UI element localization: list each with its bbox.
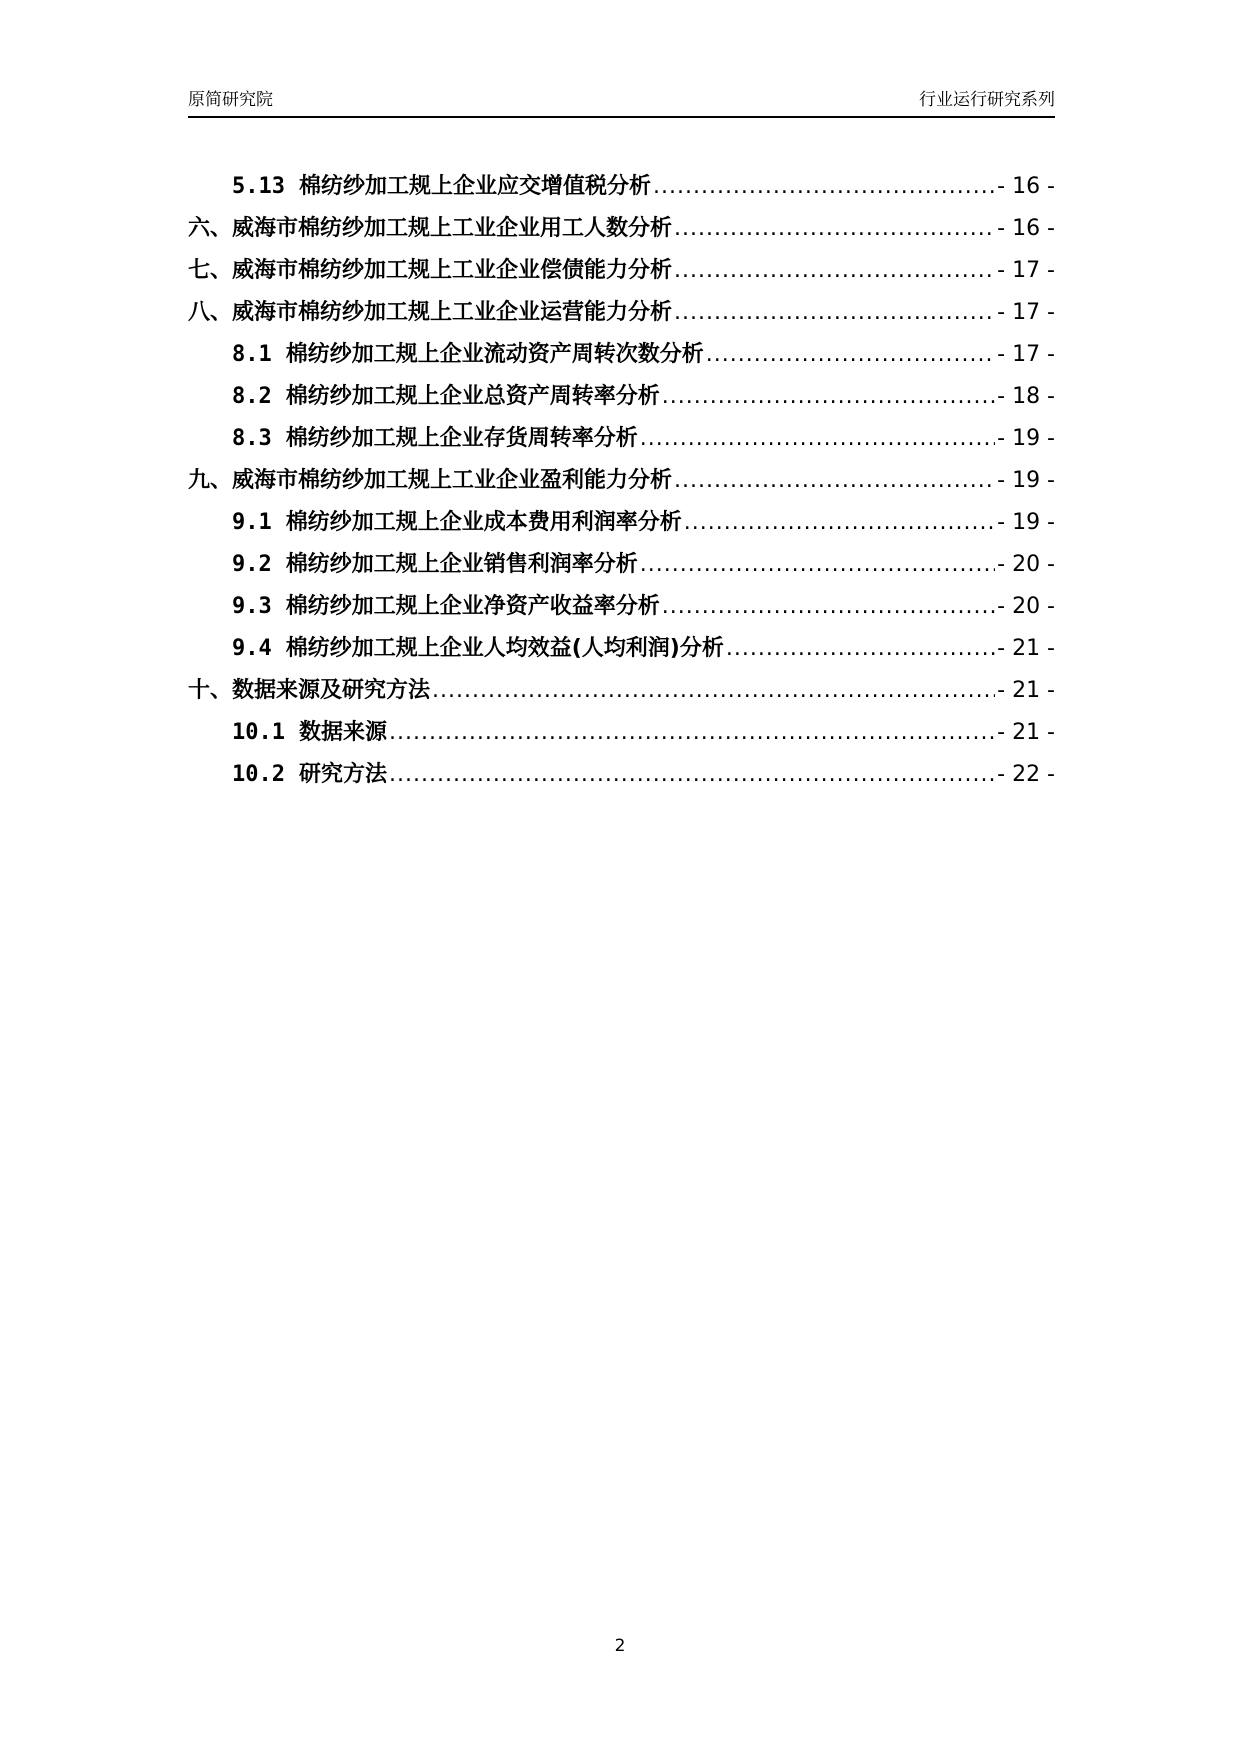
toc-entry-number: 10.2 <box>232 762 285 787</box>
toc-dot-leader <box>640 544 995 586</box>
toc-entry-number: 9.4 <box>232 636 272 661</box>
toc-entry-title: 棉纺纱加工规上企业流动资产周转次数分析 <box>285 342 704 367</box>
toc-entry-page: - 18 - <box>997 384 1055 409</box>
toc-dot-leader <box>684 502 995 544</box>
toc-entry-page: - 17 - <box>997 300 1055 325</box>
toc-entry[interactable] <box>188 334 1055 376</box>
toc-dot-leader <box>674 460 995 502</box>
toc-entry-title: 研究方法 <box>298 762 387 787</box>
toc-entry[interactable] <box>188 754 1055 796</box>
toc-entry-title: 棉纺纱加工规上企业成本费用利润率分析 <box>285 510 682 535</box>
toc-entry-title: 棉纺纱加工规上企业净资产收益率分析 <box>285 594 660 619</box>
toc-entry-number: 九、 <box>188 468 233 493</box>
toc-entry-title: 威海市棉纺纱加工规上工业企业运营能力分析 <box>232 300 673 325</box>
page-header <box>188 86 1055 118</box>
toc-entry-page: - 16 - <box>997 174 1055 199</box>
toc-entry-number: 六、 <box>188 216 233 241</box>
toc-entry-page: - 20 - <box>997 594 1055 619</box>
toc-dot-leader <box>640 418 995 460</box>
page-number: 2 <box>614 1636 626 1656</box>
toc-entry-title: 棉纺纱加工规上企业存货周转率分析 <box>285 426 638 451</box>
toc-entry-number: 9.1 <box>232 510 272 535</box>
toc-dot-leader <box>432 670 995 712</box>
toc-dot-leader <box>674 250 995 292</box>
toc-entry-number: 9.3 <box>232 594 272 619</box>
toc-entry[interactable] <box>188 670 1055 712</box>
header-org-name: 原简研究院 <box>188 90 273 110</box>
toc-entry-number: 8.1 <box>232 342 272 367</box>
toc-entry-title: 威海市棉纺纱加工规上工业企业盈利能力分析 <box>232 468 673 493</box>
toc-entry-page: - 19 - <box>997 510 1055 535</box>
toc-dot-leader <box>653 166 995 208</box>
header-series-name: 行业运行研究系列 <box>919 90 1055 110</box>
toc-dot-leader <box>674 292 995 334</box>
toc-entry-number: 八、 <box>188 300 233 325</box>
toc-entry-number: 5.13 <box>232 174 285 199</box>
toc-entry-page: - 17 - <box>997 342 1055 367</box>
toc-entry[interactable] <box>188 586 1055 628</box>
toc-entry[interactable] <box>188 502 1055 544</box>
toc-entry-page: - 21 - <box>997 720 1055 745</box>
toc-entry[interactable] <box>188 376 1055 418</box>
toc-entry-title: 棉纺纱加工规上企业销售利润率分析 <box>285 552 638 577</box>
toc-entry-title: 棉纺纱加工规上企业应交增值税分析 <box>298 174 651 199</box>
toc-dot-leader <box>389 754 995 796</box>
toc-entry[interactable] <box>188 544 1055 586</box>
toc-entry-title: 威海市棉纺纱加工规上工业企业用工人数分析 <box>232 216 673 241</box>
toc-entry[interactable] <box>188 418 1055 460</box>
toc-dot-leader <box>389 712 995 754</box>
toc-entry-page: - 19 - <box>997 426 1055 451</box>
toc-entry-number: 8.3 <box>232 426 272 451</box>
toc-dot-leader <box>674 208 995 250</box>
toc-dot-leader <box>726 628 995 670</box>
toc-entry[interactable] <box>188 292 1055 334</box>
table-of-contents <box>188 166 1055 796</box>
toc-entry[interactable] <box>188 628 1055 670</box>
toc-dot-leader <box>706 334 995 376</box>
toc-entry[interactable] <box>188 208 1055 250</box>
toc-entry-page: - 21 - <box>997 678 1055 703</box>
toc-entry[interactable] <box>188 250 1055 292</box>
toc-entry-page: - 19 - <box>997 468 1055 493</box>
toc-dot-leader <box>662 586 995 628</box>
toc-entry-page: - 20 - <box>997 552 1055 577</box>
toc-entry-title: 数据来源 <box>298 720 387 745</box>
toc-entry-number: 9.2 <box>232 552 272 577</box>
toc-entry-number: 十、 <box>188 678 233 703</box>
toc-entry-page: - 21 - <box>997 636 1055 661</box>
toc-entry[interactable] <box>188 712 1055 754</box>
toc-dot-leader <box>662 376 995 418</box>
toc-entry-number: 8.2 <box>232 384 272 409</box>
toc-entry-number: 七、 <box>188 258 233 283</box>
toc-entry-page: - 16 - <box>997 216 1055 241</box>
toc-entry-page: - 22 - <box>997 762 1055 787</box>
toc-entry-number: 10.1 <box>232 720 285 745</box>
toc-entry[interactable] <box>188 460 1055 502</box>
toc-entry[interactable] <box>188 166 1055 208</box>
toc-entry-page: - 17 - <box>997 258 1055 283</box>
toc-entry-title: 棉纺纱加工规上企业总资产周转率分析 <box>285 384 660 409</box>
toc-entry-title: 威海市棉纺纱加工规上工业企业偿债能力分析 <box>232 258 673 283</box>
toc-entry-title: 数据来源及研究方法 <box>232 678 431 703</box>
toc-entry-title: 棉纺纱加工规上企业人均效益(人均利润)分析 <box>285 636 724 661</box>
